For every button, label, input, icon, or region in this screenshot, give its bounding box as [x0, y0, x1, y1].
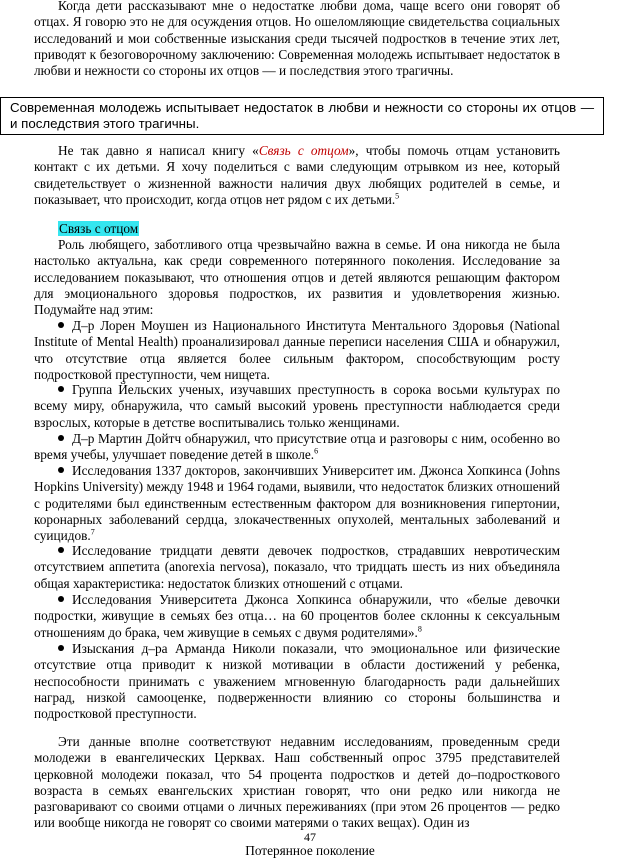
- list-item-text: Д–р Мартин Дойтч обнаружил, что присутствие отца и разговоры с ним, особенно во время учебы, улучшает поведение детей в школе.: [34, 431, 560, 463]
- pull-quote-box: Современная молодежь испытывает недостаток в любви и нежности со стороны их отцов — и последствия этого трагичны.: [0, 97, 604, 135]
- list-item: [34, 463, 560, 544]
- page-number: 47: [304, 830, 316, 844]
- list-item: [34, 543, 560, 592]
- bullet-icon: [58, 547, 64, 553]
- footnote-marker: 8: [417, 624, 422, 634]
- role-paragraph: Роль любящего, заботливого отца чрезвычайно важна в семье. И она никогда не была настолько актуальна, как среди современного потерянного поколения. Исследование за исследованием показывают, что отношения отцов и детей являются решающим фактором для эмоционального здоровья подростков, их развития и удовлетворения жизнью. Подумайте над этим:: [34, 237, 560, 318]
- intro-paragraph: Когда дети рассказывают мне о недостатке любви дома, чаще всего они говорят об отцах. Я говорю это не для осуждения отцов. Но ошеломляющие свидетельства социальных исследований и мои собственные изыскания среди тысячей подростков в течение этих лет, приводят к безоговорочному заключению: Современная молодежь испытывает недостаток в любви и нежности со стороны их отцов — и последствия этого трагичны.: [34, 0, 560, 79]
- bullet-icon: [58, 645, 64, 651]
- list-item-text: Исследования 1337 докторов, закончивших Университет им. Джонса Хопкинса (Johns Hopkins University) между 1948 и 1964 годами, выявили, что недостаток близких отношений с родителями был единственным естественным фактором для возникновения гипертонии, коронарных заболеваний сердца, злокачественных опухолей, ментальных заболеваний и суицидов.: [34, 463, 560, 544]
- list-item: [34, 431, 560, 464]
- closing-paragraph: Эти данные вполне соответствуют недавним исследованиям, проведенным среди молодежи в евангелических Церквах. Наш собственный опрос 3795 представителей церковной молодежи показал, что 54 процента подростков и детей до–подросткового возраста в семьях евангельских христиан говорят, что они редко или никогда не разговаривают со своими отцами о личных переживаниях (при этом 26 процентов — редко или вообще никогда не говорят со своими матерями о таких вещах). Один из: [34, 734, 560, 831]
- book-text-before: Не так давно я написал книгу «: [58, 143, 259, 158]
- list-item-text: Д–р Лорен Моушен из Национального Института Ментального Здоровья (National Institute of Mental Health) проанализировал данные переписи населения США и обнаружил, что отсутствие отца является более сильным фактором, способствующим росту подростковой преступности, чем нищета.: [34, 318, 560, 382]
- bullet-icon: [58, 386, 64, 392]
- list-item-text: Изыскания д–ра Арманда Николи показали, что эмоциональное или физические отсутствие отца приводит к низкой мотивации в области достижений у ребенка, неспособности принимать с уважением мгновенную благодарность ради дальнейших наград, низкой самооценке, подверженности влиянию со стороны большинства и подростковой преступности.: [34, 641, 560, 722]
- list-item-text: Группа Йельских ученых, изучавших преступность в сорока восьми культурах по всему миру, обнаружила, что самый высокий уровень преступности наблюдается среди взрослых, которые в детстве воспитывались только женщинами.: [34, 382, 560, 430]
- list-item: [34, 641, 560, 722]
- list-item: [34, 382, 560, 431]
- book-text-after: », чтобы помочь отцам установить контакт с их детьми. Я хочу поделиться с вами следующим отрывком из нее, который свидетельствует о жизненной важности наличия двух любящих родителей в семье, и показывает, что происходит, когда отцов нет рядом с их детьми.: [34, 143, 560, 207]
- footnote-marker: 7: [90, 527, 95, 537]
- footer-title: Потерянное поколение: [245, 843, 375, 858]
- bullet-icon: [58, 596, 64, 602]
- footnote-marker: 5: [395, 191, 400, 201]
- section-heading-text: Связь с отцом: [59, 221, 139, 236]
- bullet-icon: [58, 467, 64, 473]
- bullet-icon: [58, 322, 64, 328]
- bullet-icon: [58, 435, 64, 441]
- list-item: [34, 318, 560, 383]
- footnote-marker: 6: [314, 446, 319, 456]
- list-item-text: Исследование тридцати девяти девочек подростков, страдавших невротическим отсутствием аппетита (anorexia nervosa), показало, что тридцать шесть из них объединяла общая характеристика: недостаток близких отношений с отцами.: [34, 543, 560, 591]
- book-paragraph: [34, 143, 560, 208]
- section-heading: [58, 221, 139, 237]
- list-item-text: Исследования Университета Джонса Хопкинса обнаружили, что «белые девочки подростки, живущие в семьях без отца… на 60 процентов более склонны к сексуальным отношениям до брака, чем живущие в семьях с двумя родителями».: [34, 592, 560, 640]
- list-item: [34, 592, 560, 641]
- book-title-link: Связь с отцом: [258, 143, 349, 158]
